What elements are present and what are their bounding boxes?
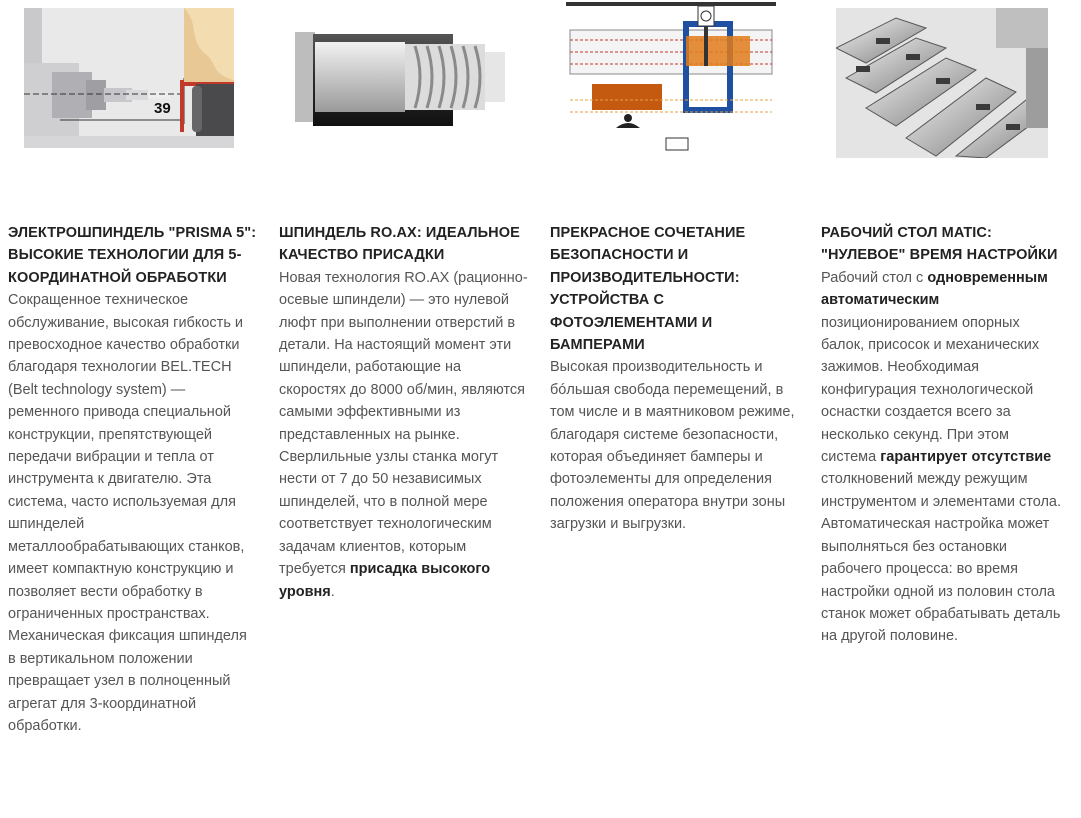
feature-body-text: столкновений между режущим инструментом и элементами стола. Автоматическая настройка может выполняться без остановки рабочего процесса: во время настройки одной из половин стола станок может обрабатывать деталь на другой половине. (821, 471, 1062, 645)
dimension-label: 39 (154, 100, 171, 117)
feature-body-highlight: одновременным автоматическим (821, 269, 1048, 309)
feature-title-text: РАБОЧИЙ СТОЛ MATIC: "НУЛЕВОЕ" ВРЕМЯ НАСТРОЙКИ (821, 225, 1058, 264)
feature-body-end: . (330, 583, 335, 600)
feature-body-highlight: гарантирует отсутствие (880, 449, 1052, 466)
feature-body-text: Сокращенное техническое обслуживание, высокая гибкость и превосходное качество обработки благодаря технологии BEL.TECH (Belt technology system) — ременного привода специальной конструкции, препятствующей передачи вибрации и тепла от инструмента к двигателю. Эта система, часто используемая для шпинделей металлообрабатывающих станков, имеет компактную конструкцию и позволяет вести обработку в ограниченных пространствах. Механическая фиксация шпинделя в вертикальном положении превращает узел в полноценный агрегат для 3-координатной обработки. (8, 292, 247, 734)
matic-worktable-image (836, 8, 1048, 158)
feature-title-text: ЭЛЕКТРОШПИНДЕЛЬ "PRISMA 5": ВЫСОКИЕ ТЕХНОЛОГИИ ДЛЯ 5-КООРДИНАТНОЙ ОБРАБОТКИ (8, 225, 257, 286)
feature-body-text: Высокая производительность и бóльшая свобода перемещений, в том числе и в маятниковом режиме, благодаря системе безопасности, которая объединяет бамперы и фотоэлементы для определения положения оператора внутри зоны загрузки и выгрузки. (550, 359, 795, 533)
feature-title-roax (279, 222, 529, 603)
feature-body-matic (821, 267, 1066, 648)
feature-title-text: ШПИНДЕЛЬ RO.AX: ИДЕАЛЬНОЕ КАЧЕСТВО ПРИСАДКИ (279, 225, 520, 264)
feature-body-safety (550, 356, 800, 535)
feature-body-text: позиционированием опорных балок, присосок и механических зажимов. Необходимая конфигурация технологической оснастки создается всего за несколько секунд. При этом система (821, 314, 1040, 466)
feature-title-text: ПРЕКРАСНОЕ СОЧЕТАНИЕ БЕЗОПАСНОСТИ И ПРОИЗВОДИТЕЛЬНОСТИ: УСТРОЙСТВА С ФОТОЭЛЕМЕНТАМИ И БАМПЕРАМИ (550, 225, 746, 354)
feature-body-highlight: присадка высокого уровня (279, 561, 491, 600)
feature-title-prisma (8, 222, 258, 737)
feature-body-prisma (8, 289, 258, 737)
safety-bumpers-diagram (566, 0, 776, 152)
feature-body-text: Новая технология RO.AX (рационно-осевые шпиндели) — это нулевой люфт при выполнении отверстий в детали. На настоящий момент эти шпиндели, работающие на скоростях до 8000 об/мин, являются самыми эффективными из представленных на рынке. Сверлильные узлы станка могут нести от 7 до 50 независимых шпинделей, что в полной мере соответствует технологическим задачам клиентов, которым требуется (279, 269, 528, 578)
feature-title-safety (550, 222, 800, 536)
roax-spindle-image (295, 22, 505, 142)
spindle-closeup-image (24, 8, 234, 148)
feature-title-matic (821, 222, 1066, 648)
feature-body-text: Рабочий стол с (821, 269, 928, 286)
feature-body-roax (279, 267, 529, 603)
